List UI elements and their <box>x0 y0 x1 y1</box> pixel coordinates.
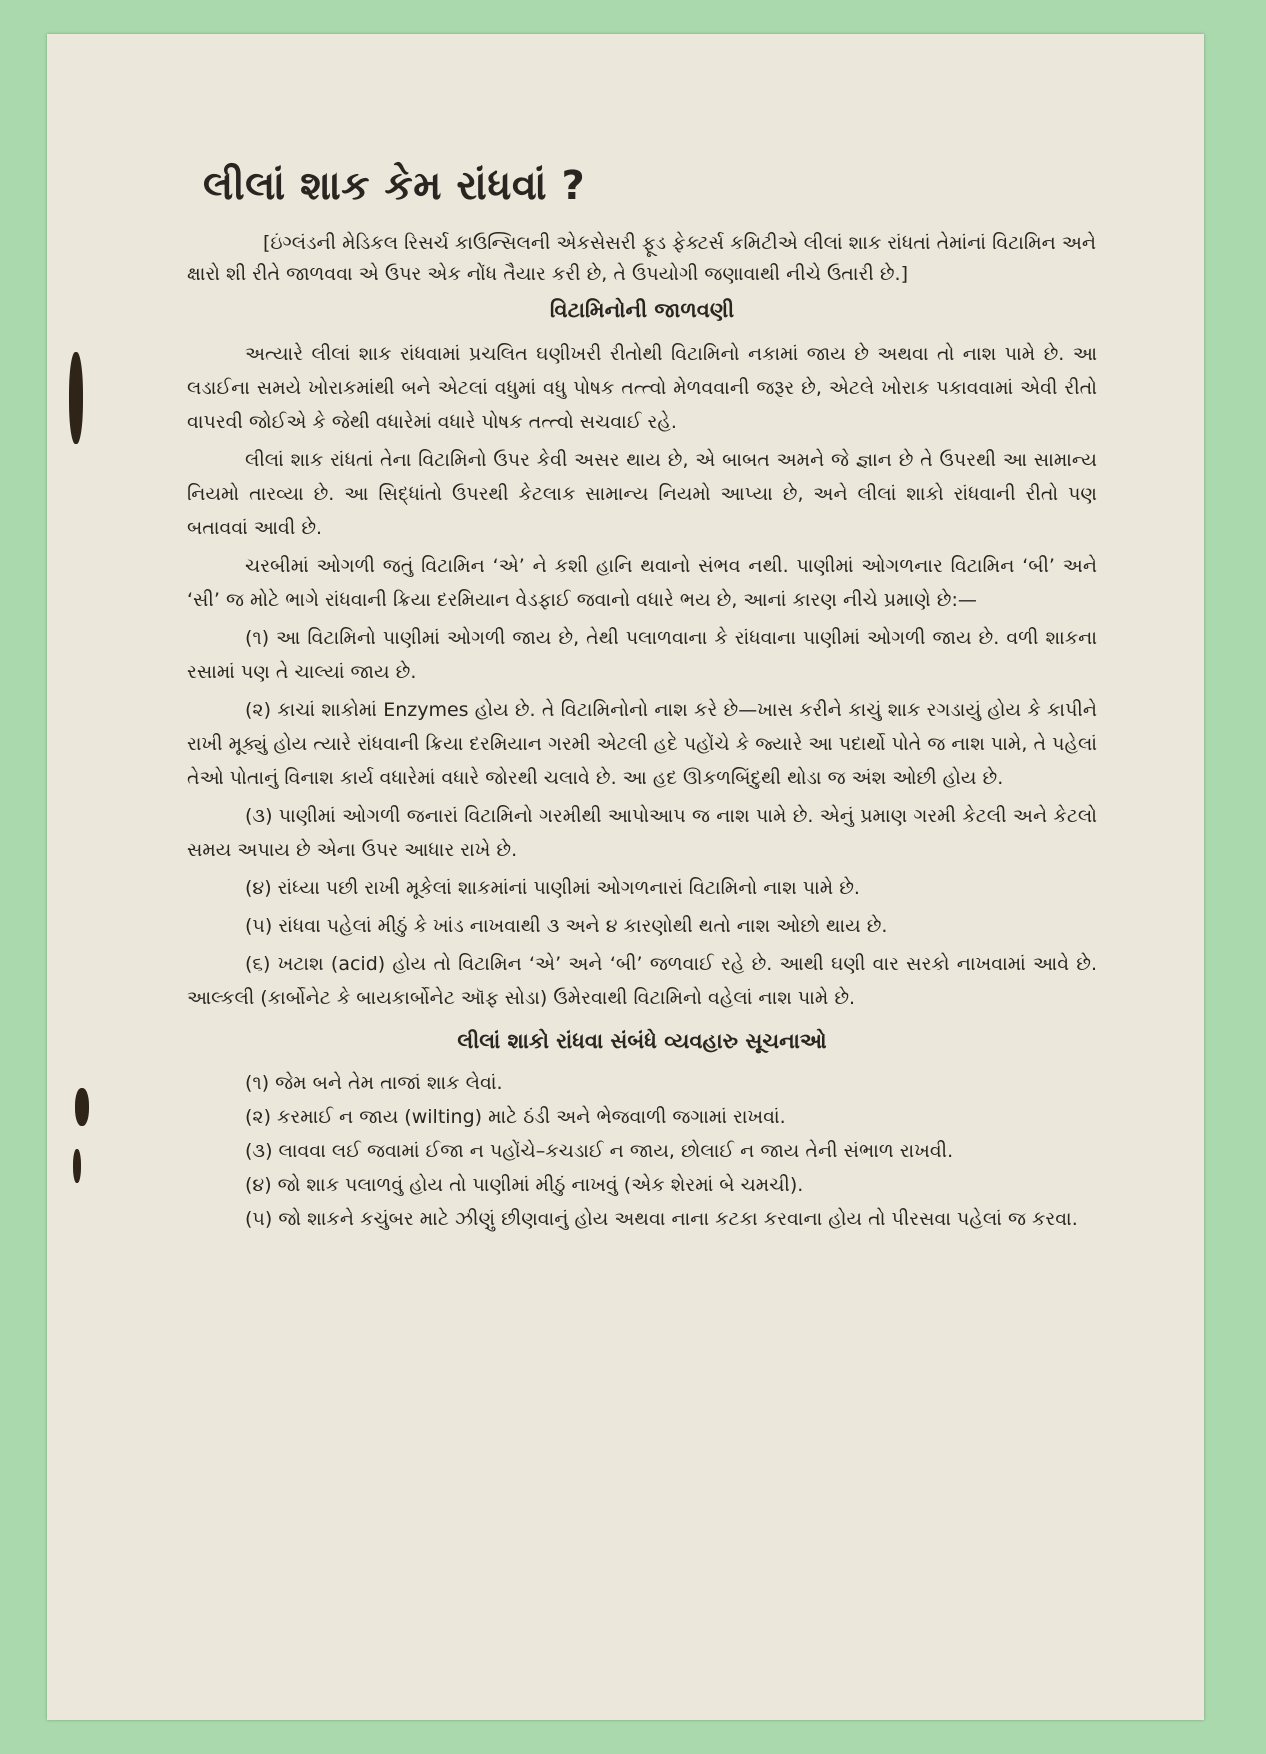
intro-note: [ઇંગ્લંડની મેડિકલ રિસર્ચ કાઉન્સિલની એકસેસરી ફૂડ ફેક્ટર્સ કમિટીએ લીલાં શાક રાંધતાં તેમાંનાં વિટામિન અને ક્ષારો શી રીતે જાળવવા એ ઉપર એક નોંધ તૈયાર કરી છે, તે ઉપયોગી જણાવાથી નીચે ઉતારી છે.] <box>187 232 1097 285</box>
paragraph: (૧) આ વિટામિનો પાણીમાં ઓગળી જાય છે, તેથી પલાળવાના કે રાંધવાના પાણીમાં ઓગળી જાય છે. વળી શાકના રસામાં પણ તે ચાલ્યાં જાય છે. <box>187 627 1097 683</box>
list-item: (૩) લાવવા લઈ જવામાં ઈજા ન પહોંચે–કચડાઈ ન જાય, છોલાઈ ન જાય તેની સંભાળ રાખવી. <box>245 1140 954 1162</box>
paragraph: (૪) રાંધ્યા પછી રાખી મૂકેલાં શાકમાંનાં પાણીમાં ઓગળનારાં વિટામિનો નાશ પામે છે. <box>245 877 860 899</box>
document-page <box>47 34 1204 1720</box>
paragraph: (૫) રાંધવા પહેલાં મીઠું કે ખાંડ નાખવાથી ૩ અને ૪ કારણોથી થતો નાશ ઓછો થાય છે. <box>245 915 888 937</box>
ink-stain <box>73 1149 81 1183</box>
tips-list <box>187 1068 1097 1234</box>
list-item: (૨) કરમાઈ ન જાય (wilting) માટે ઠંડી અને ભેજવાળી જગામાં રાખવાં. <box>245 1106 786 1128</box>
paragraph: ચરબીમાં ઓગળી જતું વિટામિન ‘એ’ ને કશી હાનિ થવાનો સંભવ નથી. પાણીમાં ઓગળનાર વિટામિન ‘બી’ અને ‘સી’ જ મોટે ભાગે રાંધવાની ક્રિયા દરમિયાન વેડફાઈ જવાનો વધારે ભય છે, આનાં કારણ નીચે પ્રમાણે છે:— <box>187 555 1097 611</box>
document-content <box>187 162 1097 1238</box>
paragraph: (૩) પાણીમાં ઓગળી જનારાં વિટામિનો ગરમીથી આપોઆપ જ નાશ પામે છે. એનું પ્રમાણ ગરમી કેટલી અને કેટલો સમય અપાય છે એના ઉપર આધાર રાખે છે. <box>187 805 1097 861</box>
section-heading-tips: લીલાં શાકો રાંધવા સંબંધે વ્યવહારુ સૂચનાઓ <box>457 1029 827 1053</box>
paragraph: (૨) કાચાં શાકોમાં Enzymes હોય છે. તે વિટામિનોનો નાશ કરે છે—ખાસ કરીને કાચું શાક રગડાયું હોય કે કાપીને રાખી મૂક્યું હોય ત્યારે રાંધવાની ક્રિયા દરમિયાન ગરમી એટલી હદે પહોંચે કે જ્યારે આ પદાર્થો પોતે જ નાશ પામે, તે પહેલાં તેઓ પોતાનું વિનાશ કાર્ય વધારેમાં વધારે જોરથી ચલાવે છે. આ હદ ઊકળબિંદુથી થોડા જ અંશ ઓછી હોય છે. <box>187 699 1097 789</box>
ink-stain <box>69 352 83 444</box>
paragraph: (૬) ખટાશ (acid) હોય તો વિટામિન ‘એ’ અને ‘બી’ જળવાઈ રહે છે. આથી ઘણી વાર સરકો નાખવામાં આવે છે. આલ્કલી (કાર્બોનેટ કે બાયકાર્બોનેટ ઑફ સોડા) ઉમેરવાથી વિટામિનો વહેલાં નાશ પામે છે. <box>187 953 1097 1009</box>
page-title: લીલાં શાક કેમ રાંધવાં ? <box>203 163 586 209</box>
paragraph: લીલાં શાક રાંધતાં તેના વિટામિનો ઉપર કેવી અસર થાય છે, એ બાબત અમને જે જ્ઞાન છે તે ઉપરથી આ સામાન્ય નિયમો તારવ્યા છે. આ સિદ્ધાંતો ઉપરથી કેટલાક સામાન્ય નિયમો આપ્યા છે, અને લીલાં શાકો રાંધવાની રીતો પણ બતાવવાં આવી છે. <box>187 449 1097 539</box>
section-heading-vitamins: વિટામિનોની જાળવણી <box>549 298 735 322</box>
paragraph: અત્યારે લીલાં શાક રાંધવામાં પ્રચલિત ઘણીખરી રીતોથી વિટામિનો નકામાં જાય છે અથવા તો નાશ પામે છે. આ લડાઈના સમયે ખોરાકમાંથી બને એટલાં વધુમાં વધુ પોષક તત્ત્વો મેળવવાની જરૂર છે, એટલે ખોરાક પકાવવામાં એવી રીતો વાપરવી જોઈએ કે જેથી વધારેમાં વધારે પોષક તત્ત્વો સચવાઈ રહે. <box>187 343 1097 433</box>
list-item: (૫) જો શાકને કચુંબર માટે ઝીણું છીણવાનું હોય અથવા નાના કટકા કરવાના હોય તો પીરસવા પહેલાં જ કરવા. <box>245 1208 1078 1230</box>
ink-stain <box>75 1088 89 1126</box>
list-item: (૪) જો શાક પલાળવું હોય તો પાણીમાં મીઠું નાખવું (એક શેરમાં બે ચમચી). <box>245 1174 804 1196</box>
list-item: (૧) જેમ બને તેમ તાજાં શાક લેવાં. <box>245 1072 503 1094</box>
